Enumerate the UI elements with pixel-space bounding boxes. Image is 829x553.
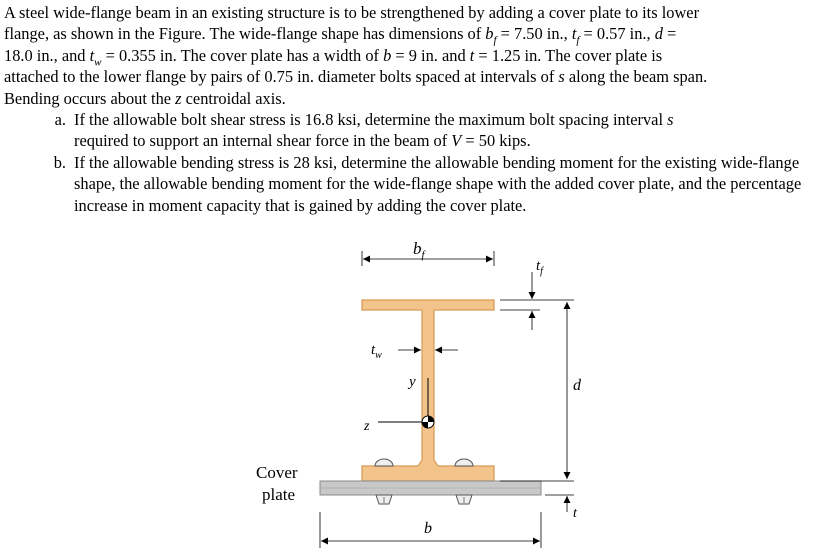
cover-label-line-1: Cover bbox=[256, 463, 298, 482]
part-a-label: a. bbox=[54, 110, 66, 130]
problem-line-5: Bending occurs about the z centroidal axis. bbox=[4, 88, 286, 108]
b-label: b bbox=[424, 520, 432, 537]
z-axis-label: z bbox=[364, 419, 370, 434]
part-b-label: b. bbox=[53, 152, 66, 172]
t-dimension bbox=[545, 495, 574, 512]
part-b-text: If the allowable bending stress is 28 ksi, determine the allowable bending moment for the existing wide-flange shape, the allowable bending moment for the wide-flange shape with the added cover plate, and the percentage increase in moment capacity that is gained by adding the cover plate. bbox=[74, 152, 802, 215]
tw-label: $t_w$ bbox=[371, 342, 382, 361]
tf-dimension bbox=[500, 272, 574, 330]
part-a-text: If the allowable bolt shear stress is 16.8 ksi, determine the maximum bolt spacing interval s required to support an internal shear force in the beam of V = 50 kips. bbox=[74, 110, 674, 151]
bolt-nuts bbox=[376, 495, 472, 504]
tf-label: $t_f$ bbox=[536, 258, 543, 277]
cover-label-line-2: plate bbox=[262, 485, 296, 504]
y-axis-label: y bbox=[409, 374, 416, 390]
d-label: d bbox=[573, 377, 581, 394]
problem-line-2: flange, as shown in the Figure. The wide-flange shape has dimensions of $b_f = 7.50$ in., $t_f = 0.57$ in., d = bbox=[4, 24, 677, 47]
problem-line-4: attached to the lower flange by pairs of 0.75 in. diameter bolts spaced at intervals of s along the beam span. bbox=[4, 67, 708, 87]
problem-line-3: 18.0 in., and $t_w = 0.355$ in. The cover plate has a width of b = 9 in. and t = 1.25 in. The cover plate is bbox=[4, 45, 663, 69]
bf-dimension bbox=[362, 251, 494, 266]
problem-line-1: A steel wide-flange beam in an existing structure is to be strengthened by adding a cover plate to its lower bbox=[4, 3, 700, 22]
bf-label: $b_f$ bbox=[413, 239, 425, 261]
t-label: t bbox=[573, 506, 577, 521]
d-dimension bbox=[500, 302, 574, 481]
